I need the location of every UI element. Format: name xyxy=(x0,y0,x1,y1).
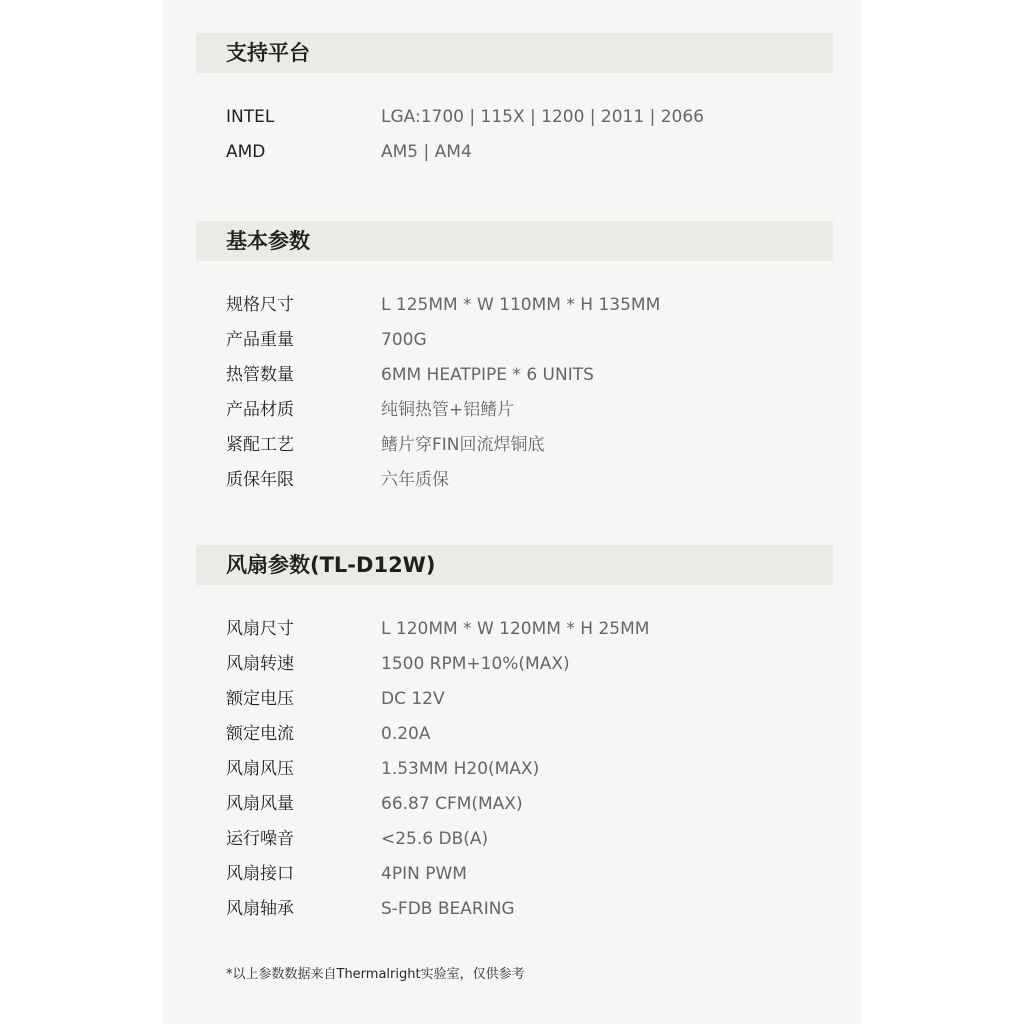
spec-value: DC 12V xyxy=(381,689,445,709)
spec-label: 紧配工艺 xyxy=(226,435,294,455)
spec-row xyxy=(226,857,826,892)
spec-row xyxy=(226,647,826,682)
section-header-platform: 支持平台 xyxy=(196,33,833,73)
spec-sheet xyxy=(162,0,862,1024)
spec-label: 运行噪音 xyxy=(226,829,294,849)
spec-label: 规格尺寸 xyxy=(226,295,294,315)
section-header-fan: 风扇参数(TL-D12W) xyxy=(196,545,833,585)
platform-spec-list xyxy=(226,100,826,170)
spec-value: 700G xyxy=(381,330,427,350)
spec-value: 鳍片穿FIN回流焊铜底 xyxy=(381,435,545,455)
footnote: *以上参数数据来自Thermalright实验室，仅供参考 xyxy=(226,967,525,982)
spec-value: LGA:1700 | 115X | 1200 | 2011 | 2066 xyxy=(381,107,704,127)
fan-spec-list xyxy=(226,612,826,927)
spec-row xyxy=(226,892,826,927)
spec-value: 0.20A xyxy=(381,724,431,744)
spec-row xyxy=(226,393,826,428)
spec-value: S-FDB BEARING xyxy=(381,899,515,919)
spec-value: 66.87 CFM(MAX) xyxy=(381,794,523,814)
spec-label: 额定电压 xyxy=(226,689,294,709)
spec-value: 6MM HEATPIPE * 6 UNITS xyxy=(381,365,594,385)
spec-value: 六年质保 xyxy=(381,470,449,490)
spec-row xyxy=(226,682,826,717)
spec-value: 纯铜热管+铝鳍片 xyxy=(381,400,515,420)
spec-row xyxy=(226,100,826,135)
spec-label: 风扇接口 xyxy=(226,864,294,884)
spec-label: INTEL xyxy=(226,107,275,127)
spec-value: L 125MM * W 110MM * H 135MM xyxy=(381,295,661,315)
section-header-basic: 基本参数 xyxy=(196,221,833,261)
spec-value: 4PIN PWM xyxy=(381,864,467,884)
spec-row xyxy=(226,463,826,498)
spec-label: 风扇转速 xyxy=(226,654,294,674)
spec-label: 风扇尺寸 xyxy=(226,619,294,639)
spec-row xyxy=(226,358,826,393)
spec-value: AM5 | AM4 xyxy=(381,142,472,162)
basic-spec-list xyxy=(226,288,826,498)
spec-row xyxy=(226,752,826,787)
spec-label: 质保年限 xyxy=(226,470,294,490)
spec-label: AMD xyxy=(226,142,266,162)
spec-row xyxy=(226,717,826,752)
spec-label: 产品重量 xyxy=(226,330,294,350)
spec-row xyxy=(226,428,826,463)
spec-value: 1.53MM H20(MAX) xyxy=(381,759,540,779)
spec-label: 产品材质 xyxy=(226,400,294,420)
spec-row xyxy=(226,135,826,170)
spec-row xyxy=(226,323,826,358)
spec-label: 热管数量 xyxy=(226,365,294,385)
spec-label: 风扇轴承 xyxy=(226,899,294,919)
spec-value: <25.6 DB(A) xyxy=(381,829,489,849)
spec-row xyxy=(226,787,826,822)
spec-value: 1500 RPM+10%(MAX) xyxy=(381,654,570,674)
spec-row xyxy=(226,612,826,647)
spec-value: L 120MM * W 120MM * H 25MM xyxy=(381,619,650,639)
spec-label: 风扇风压 xyxy=(226,759,294,779)
spec-label: 额定电流 xyxy=(226,724,294,744)
spec-row xyxy=(226,822,826,857)
spec-label: 风扇风量 xyxy=(226,794,294,814)
spec-row xyxy=(226,288,826,323)
